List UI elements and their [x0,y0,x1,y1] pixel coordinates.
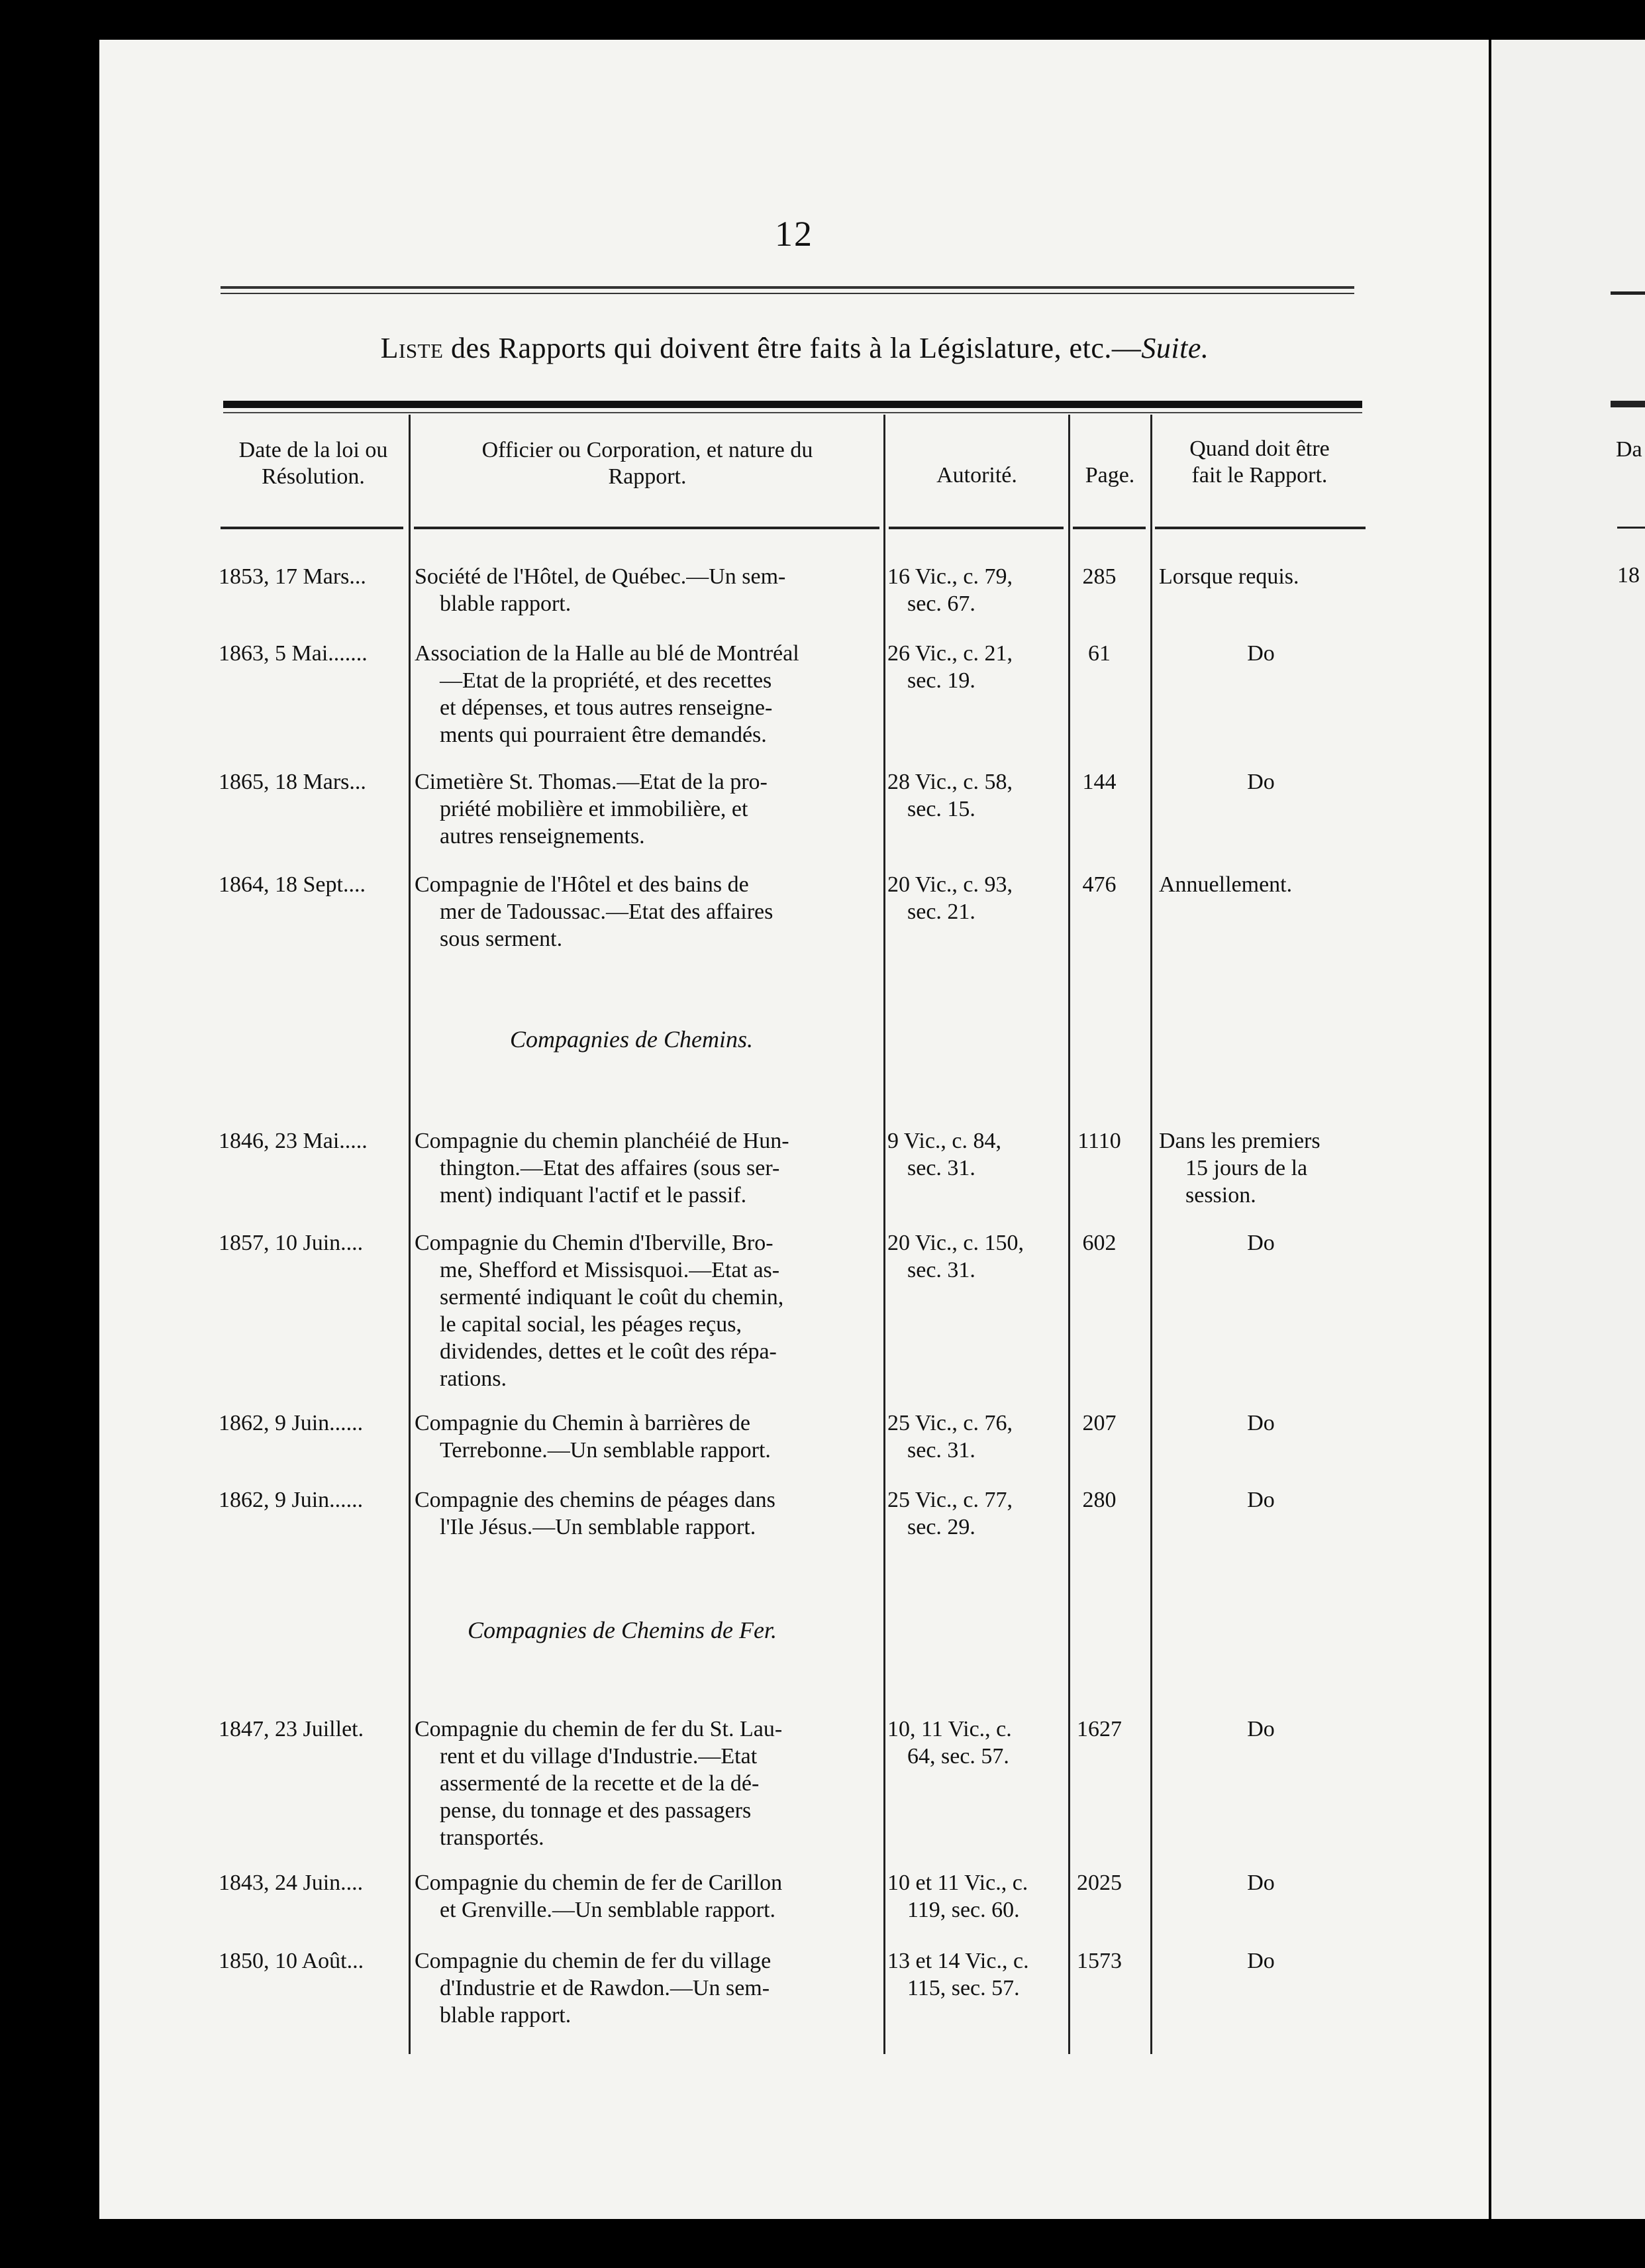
row-officier [415,1947,875,2029]
row-officier-line: ments qui pourraient être demandés. [440,723,767,747]
row-officier-line: l'Ile Jésus.—Un semblable rapport. [440,1515,756,1539]
row-officier-line: et Grenville.—Un semblable rapport. [440,1898,776,1922]
row-autorite-line: sec. 19. [907,668,975,693]
row-officier-line: me, Shefford et Missisquoi.—Etat as- [440,1258,780,1282]
row-officier-line: blable rapport. [440,592,572,616]
row-officier-line: Compagnie du chemin planchéié de Hun- [415,1129,789,1153]
header-officier-line: Officier ou Corporation, et nature du [481,438,813,462]
row-autorite-line: sec. 31. [907,1258,975,1282]
row-autorite-line: sec. 67. [907,592,975,616]
row-date: 1847, 23 Juillet. [219,1717,364,1741]
row-officier-line: Compagnie des chemins de péages dans [415,1488,775,1512]
row-officier-line: Association de la Halle au blé de Montréal [415,641,799,666]
row-officier-line: blable rapport. [440,2003,572,2028]
row-officier-line: sous serment. [440,927,563,951]
header-rule [221,527,403,529]
row-autorite-line: sec. 15. [907,797,975,821]
row-officier [415,563,875,617]
row-officier-line: Compagnie de l'Hôtel et des bains de [415,872,749,897]
row-quand-line: Dans les premiers [1159,1129,1321,1153]
row-officier-line: et dépenses, et tous autres renseigne- [440,696,773,720]
header-officier-line: Rapport. [608,464,687,489]
heading-rule-thin [223,412,1362,413]
row-officier-line: mer de Tadoussac.—Etat des affaires [440,900,773,924]
row-officier-line: autres renseignements. [440,824,645,849]
row-page: 602 [1082,1231,1117,1255]
row-officier-line: Terrebonne.—Un semblable rapport. [440,1438,771,1463]
row-officier-line: sermenté indiquant le coût du chemin, [440,1285,784,1310]
row-quand: Do [1247,1871,1275,1895]
column-divider-officier [883,415,885,2054]
row-quand: Do [1247,1231,1275,1255]
header-date [221,437,406,490]
row-autorite-line: 25 Vic., c. 77, [887,1488,1013,1512]
row-officier-line: transportés. [440,1826,544,1850]
row-date: 1846, 23 Mai..... [219,1129,368,1153]
header-quand [1154,436,1366,489]
row-officier [415,871,875,953]
adjacent-header-fragment: Da [1616,437,1642,462]
row-page: 476 [1082,872,1117,897]
row-date: 1863, 5 Mai....... [219,641,368,666]
row-date: 1853, 17 Mars... [219,564,366,589]
row-date: 1857, 10 Juin.... [219,1231,364,1255]
header-rule [889,527,1064,529]
adjacent-rule [1617,527,1645,529]
row-officier-line: d'Industrie et de Rawdon.—Un sem- [440,1976,770,2000]
row-officier [415,1127,875,1209]
row-autorite-line: 16 Vic., c. 79, [887,564,1013,589]
row-autorite-line: 119, sec. 60. [907,1898,1020,1922]
row-page: 144 [1082,770,1117,794]
header-rule [1073,527,1146,529]
title-main: des Rapports qui doivent être faits à la Législature, etc.— [443,332,1142,364]
row-date: 1864, 18 Sept.... [219,872,366,897]
header-autorite: Autorité. [936,463,1017,488]
row-page: 285 [1082,564,1117,589]
adjacent-page [1491,40,1645,2219]
row-autorite-line: sec. 29. [907,1515,975,1539]
row-quand-line: 15 jours de la [1185,1156,1308,1180]
adjacent-date-fragment: 18 [1617,563,1640,588]
row-quand-line: session. [1185,1183,1256,1208]
row-autorite-line: 9 Vic., c. 84, [887,1129,1002,1153]
header-date-line: Résolution. [262,464,365,489]
row-date: 1862, 9 Juin...... [219,1411,364,1435]
row-date: 1862, 9 Juin...... [219,1488,364,1512]
row-autorite-line: 28 Vic., c. 58, [887,770,1013,794]
section-heading-chemins: Compagnies de Chemins. [510,1026,753,1053]
header-officier [414,437,881,490]
row-officier-line: Cimetière St. Thomas.—Etat de la pro- [415,770,768,794]
header-date-line: Date de la loi ou [238,438,388,462]
row-date: 1850, 10 Août... [219,1949,364,1973]
row-autorite-line: 13 et 14 Vic., c. [887,1949,1029,1973]
row-quand: Do [1247,641,1275,666]
header-rule [1155,527,1366,529]
row-page: 61 [1088,641,1111,666]
row-officier-line: Compagnie du chemin de fer du St. Lau- [415,1717,783,1741]
adjacent-rule [1611,401,1645,407]
header-rule [414,527,879,529]
title-suffix: Suite. [1141,332,1209,364]
row-quand: Do [1247,770,1275,794]
row-autorite-line: 25 Vic., c. 76, [887,1411,1013,1435]
row-quand: Do [1247,1949,1275,1973]
section-heading-chemins-de-fer: Compagnies de Chemins de Fer. [468,1617,777,1643]
row-officier-line: priété mobilière et immobilière, et [440,797,748,821]
row-page: 1573 [1077,1949,1122,1973]
row-page: 280 [1082,1488,1117,1512]
row-officier-line: rent et du village d'Industrie.—Etat [440,1744,758,1769]
row-officier-line: Compagnie du chemin de fer du village [415,1949,772,1973]
header-page: Page. [1085,463,1135,488]
row-officier-line: rations. [440,1366,507,1391]
row-officier-line: Société de l'Hôtel, de Québec.—Un sem- [415,564,786,589]
adjacent-rule [1611,291,1645,295]
row-officier [415,768,875,850]
row-page: 2025 [1077,1871,1122,1895]
row-autorite-line: sec. 31. [907,1438,975,1463]
row-autorite-line: 64, sec. 57. [907,1744,1009,1769]
heading-rule [223,401,1362,408]
row-officier-line: Compagnie du chemin de fer de Carillon [415,1871,783,1895]
row-date: 1843, 24 Juin.... [219,1871,364,1895]
row-autorite-line: 10 et 11 Vic., c. [887,1871,1028,1895]
row-page: 1110 [1077,1129,1121,1153]
row-officier-line: Compagnie du Chemin à barrières de [415,1411,751,1435]
row-autorite-line: 115, sec. 57. [907,1976,1020,2000]
title-prefix: Liste [380,332,444,364]
row-autorite-line: sec. 31. [907,1156,975,1180]
top-rule [221,286,1354,289]
row-officier [415,1410,875,1464]
header-quand-line: fait le Rapport. [1191,463,1328,488]
row-autorite-line: 20 Vic., c. 93, [887,872,1013,897]
row-officier [415,1869,875,1924]
row-date: 1865, 18 Mars... [219,770,366,794]
row-officier-line: dividendes, dettes et le coût des répa- [440,1339,777,1364]
row-quand: Lorsque requis. [1159,564,1299,589]
page-title [199,331,1391,365]
row-autorite-line: 10, 11 Vic., c. [887,1717,1012,1741]
row-quand: Do [1247,1411,1275,1435]
row-officier [415,1486,875,1541]
row-page: 207 [1082,1411,1117,1435]
page-number: 12 [775,214,813,254]
row-officier-line: Compagnie du Chemin d'Iberville, Bro- [415,1231,773,1255]
row-autorite-line: sec. 21. [907,900,975,924]
row-officier [415,640,875,748]
row-quand [1159,1127,1363,1209]
row-officier [415,1716,875,1851]
row-page: 1627 [1077,1717,1122,1741]
row-officier-line: —Etat de la propriété, et des recettes [440,668,772,693]
row-officier-line: le capital social, les péages reçus, [440,1312,742,1337]
row-quand: Annuellement. [1159,872,1293,897]
row-autorite-line: 26 Vic., c. 21, [887,641,1013,666]
header-quand-line: Quand doit être [1189,437,1330,461]
row-officier-line: assermenté de la recette et de la dé- [440,1771,760,1796]
row-officier-line: pense, du tonnage et des passagers [440,1798,752,1823]
top-rule-thin [221,293,1354,294]
row-officier [415,1229,875,1392]
row-autorite-line: 20 Vic., c. 150, [887,1231,1024,1255]
row-officier-line: thington.—Etat des affaires (sous ser- [440,1156,780,1180]
row-quand: Do [1247,1717,1275,1741]
row-officier-line: ment) indiquant l'actif et le passif. [440,1183,747,1208]
row-quand: Do [1247,1488,1275,1512]
document-page [99,40,1489,2219]
